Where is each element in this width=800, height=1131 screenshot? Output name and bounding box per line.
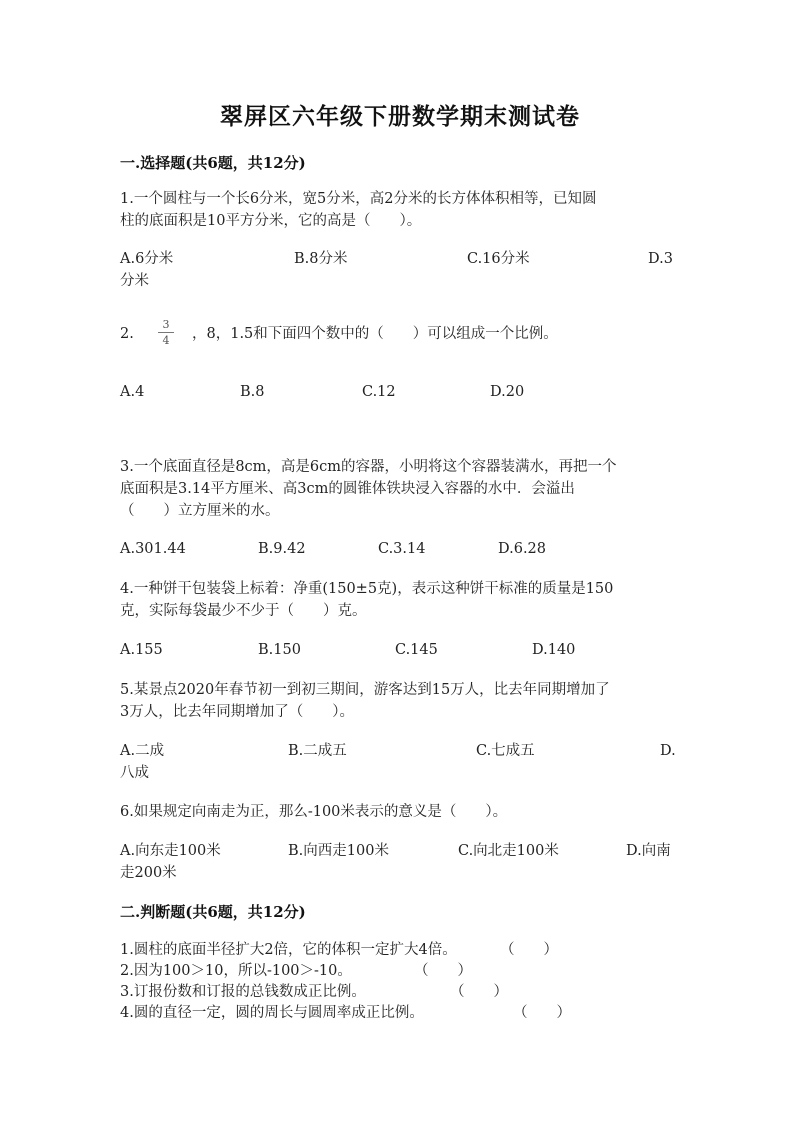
option-d: D.6.28	[498, 541, 547, 557]
question-3-line-2: 底面积是3.14平方厘米、高3cm的圆锥体铁块浸入容器的水中．会溢出	[120, 481, 575, 497]
section-heading-judge: 二.判断题(共6题，共12分)	[120, 903, 306, 921]
option-d: D.	[660, 743, 676, 759]
option-a: A.301.44	[120, 541, 186, 557]
option-d-wrap: 分米	[120, 273, 149, 289]
option-a: A.4	[120, 384, 145, 400]
option-a: A.155	[120, 642, 163, 658]
option-a: A.向东走100米	[120, 843, 221, 859]
fraction-three-quarters	[158, 318, 174, 347]
option-b: B.8分米	[294, 251, 348, 267]
section-heading-choice: 一.选择题(共6题，共12分)	[120, 154, 306, 172]
option-c: C.七成五	[476, 743, 535, 759]
question-1-line-2: 柱的底面积是10平方分米，它的高是（ ）。	[120, 213, 422, 229]
question-3-line-1: 3.一个底面直径是8cm，高是6cm的容器，小明将这个容器装满水，再把一个	[120, 459, 617, 475]
judge-item-2: 2.因为100＞10，所以-100＞-10。	[120, 963, 352, 979]
question-5-line-1: 5.某景点2020年春节初一到初三期间，游客达到15万人，比去年同期增加了	[120, 682, 610, 698]
question-5	[120, 679, 680, 723]
judge-item-3: 3.订报份数和订报的总钱数成正比例。	[120, 984, 366, 1000]
judge-item-2-blank: （ ）	[414, 963, 472, 979]
page-title: 翠屏区六年级下册数学期末测试卷	[220, 103, 580, 130]
question-3	[120, 456, 680, 522]
question-2-text: ，8，1.5和下面四个数中的（ ）可以组成一个比例。	[192, 326, 558, 342]
option-a: A.6分米	[120, 251, 174, 267]
judge-item-3-blank: （ ）	[450, 984, 508, 1000]
fraction-denominator: 4	[162, 334, 170, 347]
option-c: C.16分米	[467, 251, 530, 267]
option-c: C.向北走100米	[458, 843, 559, 859]
option-c: C.145	[395, 642, 438, 658]
fraction-numerator: 3	[162, 318, 170, 331]
option-b: B.8	[240, 384, 265, 400]
fraction-bar	[158, 332, 174, 333]
option-b: B.9.42	[258, 541, 306, 557]
question-6	[120, 801, 680, 823]
judge-item-4: 4.圆的直径一定，圆的周长与圆周率成正比例。	[120, 1005, 424, 1021]
option-a: A.二成	[120, 743, 165, 759]
option-d: D.向南	[626, 843, 671, 859]
question-4	[120, 578, 680, 622]
question-4-line-1: 4.一种饼干包装袋上标着：净重(150±5克)，表示这种饼干标准的质量是150	[120, 581, 614, 597]
question-5-line-2: 3万人，比去年同期增加了（ ）。	[120, 704, 354, 720]
option-b: B.150	[258, 642, 301, 658]
option-c: C.12	[362, 384, 396, 400]
question-4-line-2: 克，实际每袋最少不少于（ ）克。	[120, 603, 367, 619]
question-2	[120, 323, 680, 345]
option-d-wrap: 八成	[120, 765, 149, 781]
question-6-line-1: 6.如果规定向南走为正，那么-100米表示的意义是（ ）。	[120, 804, 508, 820]
option-d: D.3	[648, 251, 673, 267]
option-d: D.140	[532, 642, 576, 658]
judge-item-1-blank: （ ）	[500, 942, 558, 958]
option-b: B.向西走100米	[288, 843, 389, 859]
option-b: B.二成五	[288, 743, 347, 759]
question-1	[120, 188, 680, 232]
question-3-line-3: （ ）立方厘米的水。	[120, 503, 280, 519]
option-d: D.20	[490, 384, 525, 400]
option-c: C.3.14	[378, 541, 426, 557]
question-2-number: 2.	[120, 326, 134, 342]
judge-item-4-blank: （ ）	[513, 1005, 571, 1021]
question-1-line-1: 1.一个圆柱与一个长6分米，宽5分米，高2分米的长方体体积相等，已知圆	[120, 191, 597, 207]
judge-item-1: 1.圆柱的底面半径扩大2倍，它的体积一定扩大4倍。	[120, 942, 457, 958]
option-d-wrap: 走200米	[120, 865, 177, 881]
